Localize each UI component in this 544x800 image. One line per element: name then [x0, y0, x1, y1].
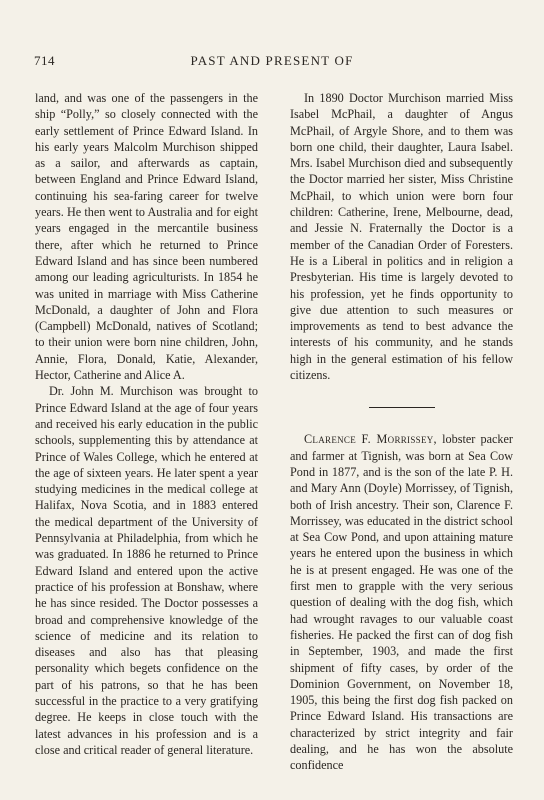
paragraph: In 1890 Doctor Murchison married Miss Isabel McPhail, a daughter of Angus McPhail, of Argyle Shore, and to them was born one child, their daughter, Laura Isabel. Mrs. Isabel Murchison died and subsequently the Doctor married her sister, Miss Christine McPhail, to which union were born four children: Catherine, Irene, Melbourne, dead, and Jessie N. Fraternally the Doctor is a member of the Canadian Order of Foresters. He is a Liberal in politics and in religion a Presbyterian. His time is largely devoted to his profession, yet he finds opportunity to give due attention to such measures or improvements as tend to best advance the interests of his community, and he stands high in the general estimation of his fellow citizens. [290, 91, 513, 383]
running-head: PAST AND PRESENT OF [190, 53, 354, 68]
biography-paragraph [290, 431, 513, 773]
biography-text: lobster packer and farmer at Tignish, was born at Sea Cow Pond in 1877, and is the son of the late P. H. and Mary Ann (Doyle) Morrissey, of Tignish, both of Irish ancestry. Their son, Clarence F. Morrissey, was educated in the district school at Sea Cow Pond, and upon attaining mature years he entered upon the business in which he is at present engaged. He was one of the first men to grapple with the very serious question of dealing with the dog fish, which had wrought ravages to our valuable coast fisheries. He packed the first can of dog fish in September, 1903, and made the first shipment of fifty cases, by order of the Dominion Government, on November 18, 1905, this being the first dog fish packed on Prince Edward Island. His transactions are characterized by strict integrity and fair dealing, and he has won the absolute confidence [290, 432, 513, 773]
paragraph: Dr. John M. Murchison was brought to Prince Edward Island at the age of four years and received his early education in the public schools, supplementing this by attendance at Prince of Wales College, which he entered at the age of sixteen years. He later spent a year studying medicines in the medical college at Halifax, Nova Scotia, and in 1883 entered the medical department of the University of Pennsylvania at Philadelphia, from which he was graduated. In 1886 he returned to Prince Edward Island and entered upon the active practice of his profession at Bonshaw, where he has since resided. The Doctor possesses a broad and comprehensive knowledge of the science of medicine and its relation to diseases and also has that pleasing personality which begets confidence on the part of his patrons, so that he has been successful in the practice to a very gratifying degree. He keeps in close touch with the latest advances in his profession and is a close and critical reader of general literature. [35, 384, 258, 757]
page-header [34, 53, 510, 73]
biography-name: Clarence F. Morrissey, [304, 432, 437, 447]
right-column [290, 90, 513, 774]
left-column [35, 90, 258, 758]
page-number: 714 [34, 53, 55, 68]
section-divider [369, 407, 435, 408]
paragraph: land, and was one of the passengers in the ship “Polly,” so closely connected with the early settlement of Prince Edward Island. In his early years Malcolm Murchison shipped as a sailor, and afterwards as captain, between England and Prince Edward Island, continuing his sea-faring career for twelve years. He then went to Australia and for eight years engaged in the mercantile business there, after which he returned to Prince Edward Island and has since been numbered among our leading agriculturists. In 1854 he was united in marriage with Miss Catherine McDonald, a daughter of John and Flora (Campbell) McDonald, natives of Scotland; to their union were born nine children, John, Annie, Flora, Donald, Katie, Alexander, Hector, Catherine and Alice A. [35, 91, 258, 383]
